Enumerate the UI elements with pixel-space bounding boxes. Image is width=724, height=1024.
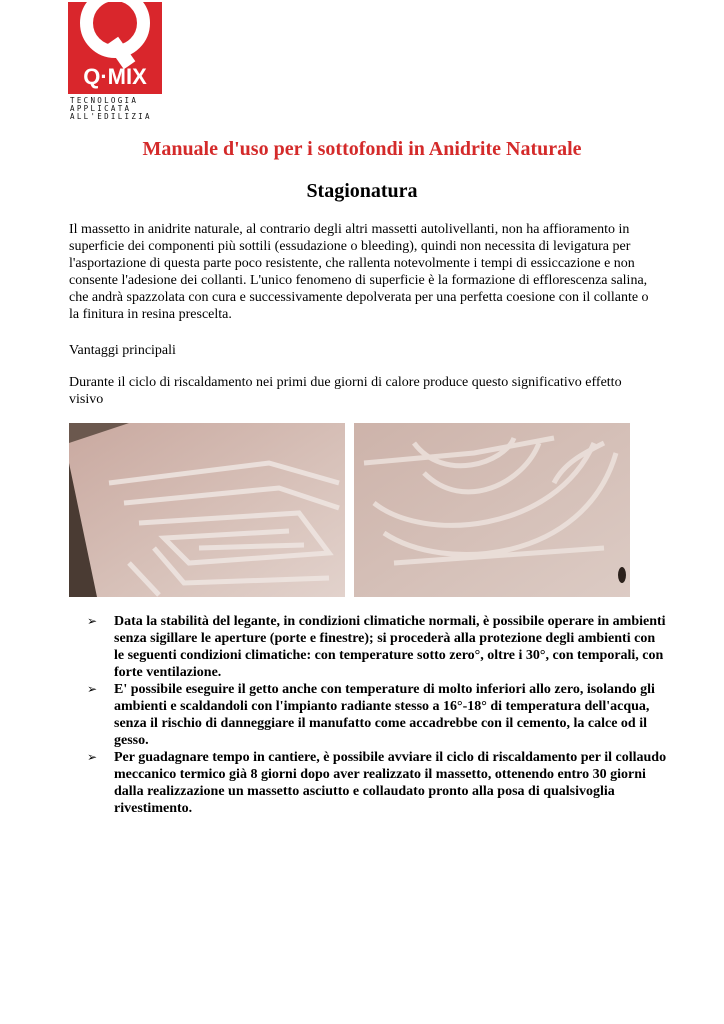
logo-tagline — [70, 97, 162, 121]
section-title: Stagionatura — [306, 180, 418, 202]
document-title: Manuale d'uso per i sottofondi in Anidrite Naturale — [142, 138, 582, 160]
list-item-text: Per guadagnare tempo in cantiere, è possibile avviare il ciclo di riscaldamento per il collaudo meccanico termico già 8 giorni dopo aver realizzato il massetto, ottenendo entro 30 giorni dalla realizzazione un massetto asciutto e collaudato pronto alla posa di qualsivoglia rivestimento. — [114, 750, 667, 816]
list-item — [87, 681, 667, 749]
floor-heating-photo-2 — [354, 423, 630, 597]
logo-tagline-line: TECNOLOGIA — [70, 96, 139, 105]
company-logo — [68, 2, 162, 120]
advantages-heading: Vantaggi principali — [69, 343, 176, 358]
logo-brand-name: Q·MIX — [83, 64, 147, 89]
heating-cycle-paragraph: Durante il ciclo di riscaldamento nei primi due giorni di calore produce questo significativo effetto visivo — [69, 375, 622, 407]
arrow-bullet-icon: ➢ — [87, 750, 98, 764]
logo-tagline-line: ALL'EDILIZIA — [70, 112, 152, 121]
logo-mark — [68, 2, 162, 94]
list-item — [87, 613, 667, 681]
floor-heating-photo-1 — [69, 423, 345, 597]
arrow-bullet-icon: ➢ — [87, 682, 98, 696]
logo-tagline-line: APPLICATA — [70, 104, 132, 113]
arrow-bullet-icon: ➢ — [87, 614, 98, 628]
list-item-text: Data la stabilità del legante, in condizioni climatiche normali, è possibile operare in ambienti senza sigillare le aperture (porte e finestre); si procederà alla protezione degli ambienti con le seguenti condizioni climatiche: con temperature sotto zero°, oltre i 30°, con temporali, con forte ventilazione. — [114, 614, 666, 680]
advantages-list — [87, 613, 667, 817]
list-item — [87, 749, 667, 817]
list-item-text: E' possibile eseguire il getto anche con temperature di molto inferiori allo zero, isolando gli ambienti e scaldandoli con l'impianto radiante stesso a 16°-18° di temperatura dell'acqua, senza il rischio di danneggiare il manufatto come accadrebbe con il cemento, la calce od il gesso. — [114, 682, 655, 748]
intro-paragraph: Il massetto in anidrite naturale, al contrario degli altri massetti autolivellanti, non ha affioramento in superficie dei componenti più sottili (essudazione o bleeding), quindi non necessita di levigatura per l'asportazione di questa parte poco resistente, che rallenta notevolmente i tempi di essiccazione e non consente l'adesione dei collanti. L'unico fenomeno di superficie è la formazione di efflorescenza salina, che andrà spazzolata con cura e successivamente depolverata per una perfetta coesione con il collante o la finitura in resina prescelta. — [69, 222, 649, 322]
